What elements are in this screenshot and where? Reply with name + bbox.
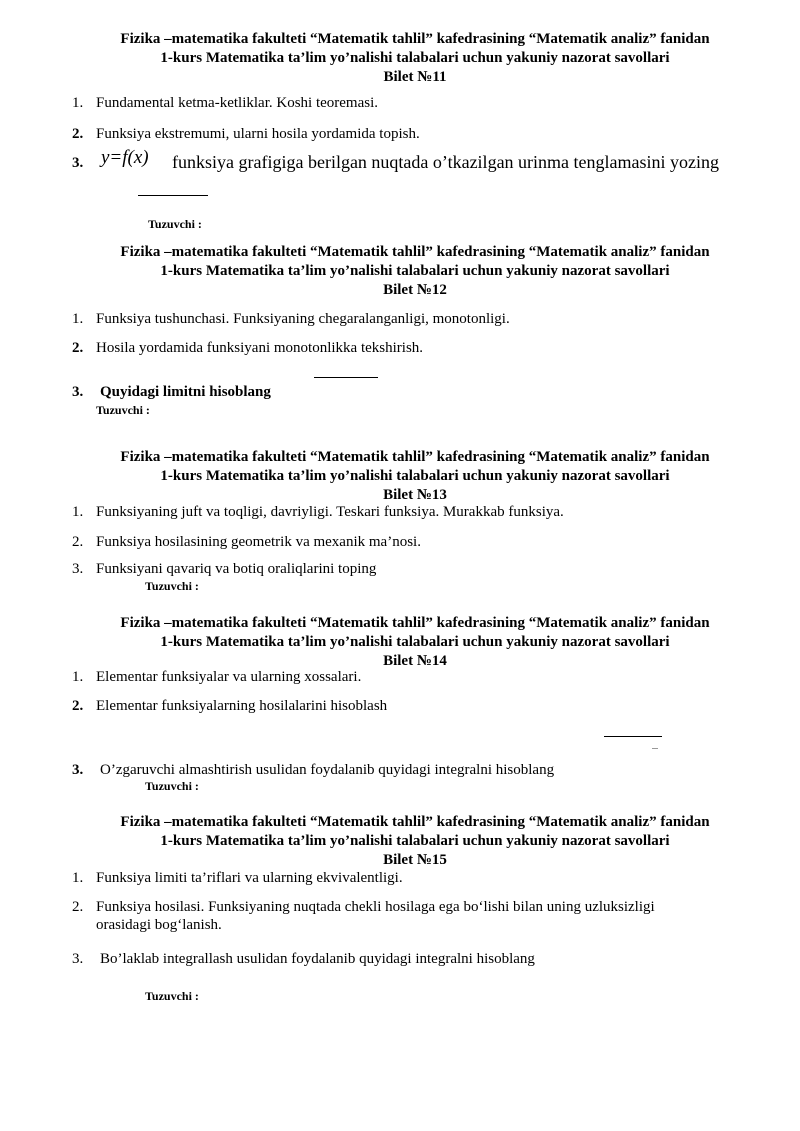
ticket-11-header	[60, 30, 770, 87]
ticket-header-line2: 1-kurs Matematika ta’lim yo’nalishi talabalari uchun yakuniy nazorat savollari	[160, 50, 670, 66]
compiler-label: Tuzuvchi :	[148, 217, 202, 231]
question-number: 2.	[72, 534, 84, 550]
question-text: Fundamental ketma-ketliklar. Koshi teoremasi.	[96, 95, 379, 111]
question-text: Funksiyani qavariq va botiq oraliqlarini toping	[96, 561, 377, 577]
question-number: 1.	[72, 95, 84, 111]
ticket-header-line1: Fizika –matematika fakulteti “Matematik tahlil” kafedrasining “Matematik analiz” fanidan	[120, 449, 710, 465]
question-text: funksiya grafigiga berilgan nuqtada o’tkazilgan urinma tenglamasini yozing	[172, 152, 720, 172]
ticket-header-line1: Fizika –matematika fakulteti “Matematik tahlil” kafedrasining “Matematik analiz” fanidan	[120, 244, 710, 260]
question-text: Elementar funksiyalar va ularning xossalari.	[96, 669, 362, 685]
compiler-label: Tuzuvchi :	[145, 989, 199, 1003]
ticket-15-header	[60, 813, 770, 870]
ticket-header-line1: Fizika –matematika fakulteti “Matematik tahlil” kafedrasining “Matematik analiz” fanidan	[120, 615, 710, 631]
ticket-header-line2: 1-kurs Matematika ta’lim yo’nalishi talabalari uchun yakuniy nazorat savollari	[160, 634, 670, 650]
question-number: 2.	[72, 899, 84, 915]
question-number: 3.	[72, 762, 84, 778]
ticket-header-line1: Fizika –matematika fakulteti “Matematik tahlil” kafedrasining “Matematik analiz” fanidan	[120, 31, 710, 47]
ticket-header-line2: 1-kurs Matematika ta’lim yo’nalishi talabalari uchun yakuniy nazorat savollari	[160, 468, 670, 484]
ticket-title: Bilet №12	[383, 282, 447, 298]
divider-rule	[138, 195, 208, 196]
question-number: 1.	[72, 504, 84, 520]
question-text: Bo’laklab integrallash usulidan foydalanib quyidagi integralni hisoblang	[100, 951, 535, 967]
divider-rule	[604, 736, 662, 737]
question-number: 1.	[72, 669, 84, 685]
ticket-title: Bilet №15	[383, 852, 447, 868]
question-text-line1: Funksiya hosilasi. Funksiyaning nuqtada chekli hosilaga ega bo‘lishi bilan uning uzluksizligi	[96, 899, 655, 915]
divider-mark	[652, 748, 658, 749]
ticket-title: Bilet №11	[383, 69, 447, 85]
question-text: Hosila yordamida funksiyani monotonlikka tekshirish.	[96, 340, 424, 356]
question-text: Elementar funksiyalarning hosilalarini hisoblash	[96, 698, 388, 714]
formula-y-f-x: y=f(x)	[101, 147, 149, 168]
question-number: 3.	[72, 384, 84, 400]
ticket-13-header	[60, 448, 770, 505]
question-text: Quyidagi limitni hisoblang	[100, 384, 271, 400]
ticket-header-line2: 1-kurs Matematika ta’lim yo’nalishi talabalari uchun yakuniy nazorat savollari	[160, 833, 670, 849]
question-number: 2.	[72, 126, 84, 142]
question-number: 3.	[72, 951, 84, 967]
question-number: 1.	[72, 870, 84, 886]
ticket-header-line1: Fizika –matematika fakulteti “Matematik tahlil” kafedrasining “Matematik analiz” fanidan	[120, 814, 710, 830]
question-text: Funksiya ekstremumi, ularni hosila yordamida topish.	[96, 126, 420, 142]
question-number: 1.	[72, 311, 84, 327]
question-text: Funksiyaning juft va toqligi, davriyligi. Teskari funksiya. Murakkab funksiya.	[96, 504, 564, 520]
question-text: Funksiya tushunchasi. Funksiyaning chegaralanganligi, monotonligi.	[96, 311, 510, 327]
question-number: 3.	[72, 155, 84, 171]
ticket-title: Bilet №13	[383, 487, 447, 503]
question-number: 2.	[72, 698, 84, 714]
ticket-14-header	[60, 614, 770, 671]
ticket-header-line2: 1-kurs Matematika ta’lim yo’nalishi talabalari uchun yakuniy nazorat savollari	[160, 263, 670, 279]
compiler-label: Tuzuvchi :	[96, 403, 150, 417]
compiler-label: Tuzuvchi :	[145, 579, 199, 593]
question-text: O’zgaruvchi almashtirish usulidan foydalanib quyidagi integralni hisoblang	[100, 762, 555, 778]
question-text: Funksiya hosilasining geometrik va mexanik ma’nosi.	[96, 534, 421, 550]
compiler-label: Tuzuvchi :	[145, 779, 199, 793]
question-text: Funksiya limiti ta’riflari va ularning ekvivalentligi.	[96, 870, 403, 886]
ticket-title: Bilet №14	[383, 653, 447, 669]
question-number: 2.	[72, 340, 84, 356]
question-text-line2: orasidagi bog‘lanish.	[96, 917, 222, 933]
question-number: 3.	[72, 561, 84, 577]
ticket-12-header	[60, 243, 770, 300]
divider-rule	[314, 377, 378, 378]
